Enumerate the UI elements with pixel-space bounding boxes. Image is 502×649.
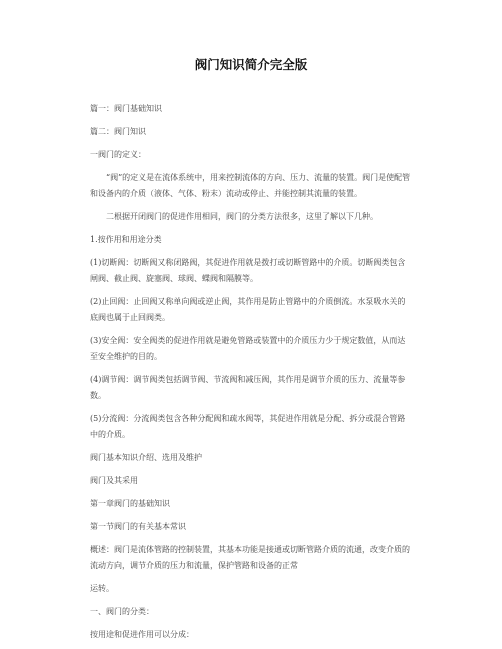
paragraph-definition-body: “阀”的定义是在流体系统中，用来控制流体的方向、压力、流量的装置。阀门是使配管和设备内的介质（液体、气体、粉末）流动或停止、并能控制其流量的装置。 (90, 173, 411, 198)
paragraph-classification-intro: 二根据开闭阀门的促进作用相同，阀门的分类方法很多，这里了解以下几种。 (106, 212, 378, 221)
paragraph-chapter-one: 第一章阀门的基础知识 (90, 499, 170, 508)
paragraph-section-one: 第一节阀门的有关基本常识 (90, 522, 186, 531)
paragraph-classification-heading: 一、阀门的分类： (90, 607, 154, 616)
paragraph-diverter-valve: (5)分流阀：分流阀类包含各种分配阀和疏水阀等，其促进作用就是分配、拆分或混合管路中的介质。 (90, 414, 406, 439)
paragraph-regulating-valve: (4)调节阀：调节阀类包括调节阀、节流阀和减压阀，其作用是调节介质的压力、流量等参数。 (90, 375, 406, 400)
document-title: 阀门知识简介完全版 (194, 57, 308, 72)
paragraph-check-valve: (2)止回阀：止回阀又称单向阀或逆止阀，其作用是防止管路中的介质倒流。水泵吸水关的底阀也属于止回阀类。 (90, 297, 406, 322)
paragraph-part-one: 篇一：阀门基础知识 (90, 104, 162, 113)
paragraph-operation: 运转。 (90, 584, 114, 593)
paragraph-shutoff-valve: (1)切断阀：切断阀又称闭路阀，其促进作用就是拨打或切断管路中的介质。切断阀类包含闸阀、截止阀、旋塞阀、球阀、蝶阀和隔膜等。 (90, 258, 406, 283)
paragraph-definition-heading: 一阀门的定义： (90, 150, 146, 159)
paragraph-overview: 概述：阀门是流体管路的控制装置，其基本功能是接通或切断管路介质的流通，改变介质的流动方向，调节介质的压力和流量，保护管路和设备的正常 (90, 545, 410, 570)
paragraph-part-two: 篇二：阀门知识 (90, 127, 146, 136)
paragraph-by-use-heading: 1.按作用和用途分类 (90, 235, 162, 244)
paragraph-safety-valve: (3)安全阀：安全阀类的促进作用就是避免管路或装置中的介质压力少于规定数值，从而达至安全维护的目的。 (90, 336, 406, 361)
paragraph-basic-knowledge-title: 阀门基本知识介绍、选用及维护 (90, 453, 202, 462)
paragraph-by-function: 按用途和促进作用可以分成： (90, 630, 194, 639)
paragraph-valve-usage: 阀门及其采用 (90, 476, 138, 485)
